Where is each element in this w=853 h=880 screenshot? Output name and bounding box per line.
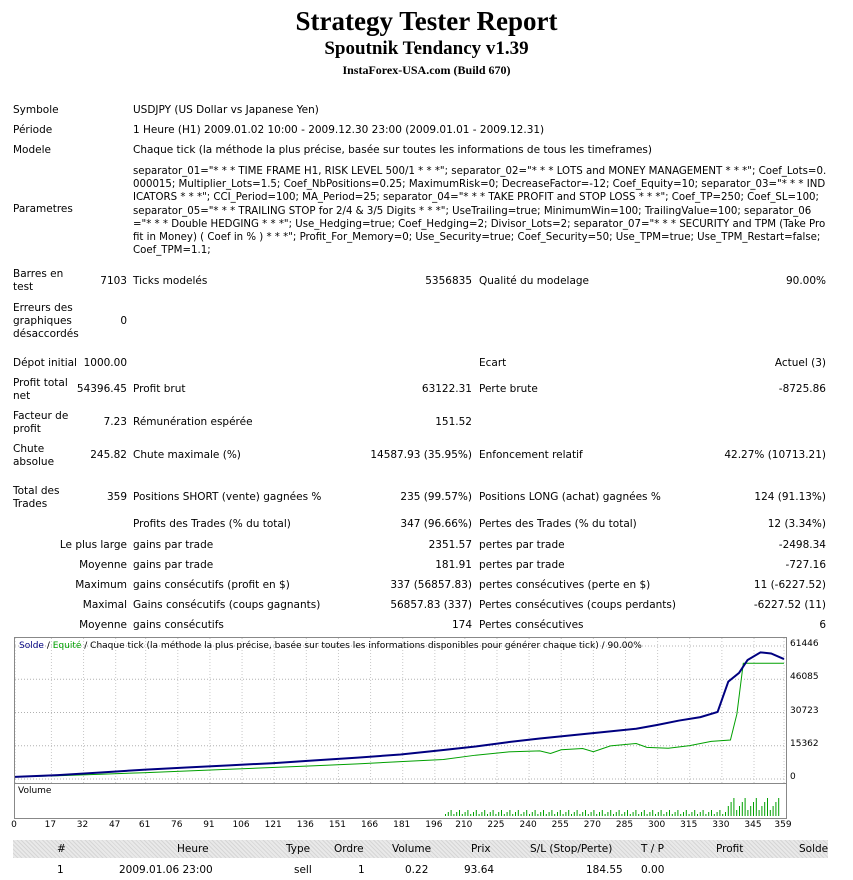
volume-bar <box>591 812 592 816</box>
volume-bar <box>759 810 760 816</box>
col-balance: Solde <box>799 843 829 855</box>
x-tick-label: 330 <box>712 820 730 830</box>
rel-drawdown-label: Enfoncement relatif <box>479 449 583 461</box>
volume-bar <box>481 812 482 816</box>
period-value: 1 Heure (H1) 2009.01.02 10:00 - 2009.12.30 23:00 (2009.01.01 - 2009.12.31) <box>133 124 545 136</box>
volume-bar <box>599 812 600 816</box>
maximal-losses-label: Pertes consécutives (coups perdants) <box>479 599 676 611</box>
max-consec-wins-value: 337 (56857.83) <box>390 579 472 591</box>
volume-bar <box>655 814 656 816</box>
volume-bar <box>487 814 488 816</box>
col-type: Type <box>286 843 311 855</box>
volume-bar <box>467 810 468 816</box>
row1-type: sell <box>294 864 312 876</box>
avg-consec-losses-value: 6 <box>819 619 826 631</box>
volume-bar <box>607 812 608 816</box>
profit-trades-value: 347 (96.66%) <box>400 518 472 530</box>
volume-bar <box>627 810 628 816</box>
x-tick-label: 151 <box>328 820 347 830</box>
quality-value: 90.00% <box>785 275 826 287</box>
volume-bar <box>630 814 631 816</box>
x-tick-label: 32 <box>76 820 89 830</box>
volume-bar <box>535 810 536 816</box>
abs-drawdown-label: Chute absolue <box>13 443 55 468</box>
symbol-label: Symbole <box>13 104 59 116</box>
y-tick-label: 0 <box>790 772 796 782</box>
volume-bar <box>677 810 678 816</box>
x-tick-label: 210 <box>455 820 473 830</box>
volume-bar <box>742 802 743 816</box>
avg-consec-wins-label: gains consécutifs <box>133 619 224 631</box>
errors-value: 0 <box>120 315 127 327</box>
abs-drawdown-value: 245.82 <box>90 449 127 461</box>
volume-bar <box>745 798 746 816</box>
short-label: Positions SHORT (vente) gagnées % <box>133 491 322 503</box>
x-tick-label: 17 <box>44 820 57 830</box>
volume-bar <box>571 814 572 816</box>
profit-trades-label: Profits des Trades (% du total) <box>133 518 291 530</box>
volume-bar <box>683 812 684 816</box>
volume-bar <box>473 812 474 816</box>
bars-label: Barres en test <box>13 268 64 293</box>
volume-bar <box>616 812 617 816</box>
gross-profit-value: 63122.31 <box>421 383 472 395</box>
volume-bar <box>560 810 561 816</box>
net-profit-label: Profit total net <box>13 377 68 402</box>
volume-bar <box>753 802 754 816</box>
volume-bar <box>764 802 765 816</box>
volume-bar <box>736 810 737 816</box>
max-consec-losses-label: pertes consécutives (perte en $) <box>479 579 651 591</box>
volume-bar <box>773 806 774 816</box>
max-consec-losses-value: 11 (-6227.52) <box>753 579 826 591</box>
server-build: InstaForex-USA.com (Build 670) <box>342 63 511 77</box>
x-tick-label: 240 <box>519 820 537 830</box>
maximal-wins-value: 56857.83 (337) <box>390 599 472 611</box>
volume-bar <box>549 812 550 816</box>
expert-name: Spoutnik Tendancy v1.39 <box>324 38 529 59</box>
profit-factor-value: 7.23 <box>103 416 127 428</box>
max-consec-wins-label: gains consécutifs (profit en $) <box>133 579 290 591</box>
volume-bar <box>493 810 494 816</box>
long-value: 124 (91.13%) <box>754 491 826 503</box>
short-value: 235 (99.57%) <box>400 491 472 503</box>
volume-bar <box>633 812 634 816</box>
volume-bar <box>451 810 452 816</box>
average-label: Moyenne <box>79 559 127 571</box>
legend-description: / Chaque tick (la méthode la plus précise, basée sur toutes les informations disponibles pour générer chaque tick) / 90.00% <box>81 641 642 651</box>
volume-bar <box>523 812 524 816</box>
loss-trades-label: Pertes des Trades (% du total) <box>479 518 637 530</box>
largest-label: Le plus large <box>59 539 127 551</box>
rel-drawdown-value: 42.27% (10713.21) <box>724 449 826 461</box>
volume-bar <box>470 814 471 816</box>
x-tick-label: 181 <box>393 820 411 830</box>
col-volume: Volume <box>392 843 432 855</box>
volume-bar <box>495 814 496 816</box>
volume-bar <box>663 814 664 816</box>
balance-chart-svg <box>15 638 786 783</box>
average-loss-label: pertes par trade <box>479 559 565 571</box>
volume-bar <box>761 806 762 816</box>
row1-volume: 0.22 <box>405 864 429 876</box>
volume-bar <box>456 812 457 816</box>
volume-bar <box>644 810 645 816</box>
volume-bar <box>445 814 446 816</box>
volume-bar <box>694 810 695 816</box>
volume-bar <box>703 810 704 816</box>
volume-bar <box>526 810 527 816</box>
symbol-value: USDJPY (US Dollar vs Japanese Yen) <box>133 104 319 116</box>
volume-bar <box>448 812 449 816</box>
volume-bar <box>585 810 586 816</box>
volume-bar <box>641 812 642 816</box>
volume-bar <box>465 812 466 816</box>
volume-bar <box>613 814 614 816</box>
series-line-equit <box>15 663 784 777</box>
col-profit: Profit <box>716 843 744 855</box>
x-tick-label: 300 <box>648 820 666 830</box>
largest-gain-value: 2351.57 <box>428 539 472 551</box>
x-tick-label: 76 <box>171 820 183 830</box>
volume-bar <box>658 812 659 816</box>
volume-bar <box>568 810 569 816</box>
volume-bar <box>605 814 606 816</box>
volume-label: Volume <box>18 786 52 796</box>
gross-profit-label: Profit brut <box>133 383 186 395</box>
average-gain-value: 181.91 <box>435 559 472 571</box>
gross-loss-value: -8725.86 <box>778 383 826 395</box>
series-line-solde <box>15 652 784 776</box>
avg-consec-losses-label: Pertes consécutives <box>479 619 584 631</box>
max-drawdown-label: Chute maximale (%) <box>133 449 241 461</box>
volume-bar <box>635 810 636 816</box>
gross-loss-label: Perte brute <box>479 383 538 395</box>
row1-price: 93.64 <box>464 864 495 876</box>
volume-bar <box>750 806 751 816</box>
y-tick-label: 46085 <box>790 672 819 683</box>
deposit-value: 1000.00 <box>83 357 127 369</box>
volume-bar <box>705 814 706 816</box>
x-tick-label: 106 <box>232 820 250 830</box>
x-tick-label: 0 <box>11 820 17 830</box>
volume-bar <box>619 810 620 816</box>
volume-bar <box>593 810 594 816</box>
volume-bar <box>484 810 485 816</box>
period-label: Période <box>13 124 53 136</box>
volume-svg <box>15 784 786 818</box>
volume-bar <box>767 798 768 816</box>
largest-loss-value: -2498.34 <box>778 539 826 551</box>
legend-separator: / <box>43 641 53 651</box>
volume-bar <box>722 814 723 816</box>
volume-panel <box>14 783 787 819</box>
max-drawdown-value: 14587.93 (35.95%) <box>370 449 472 461</box>
volume-bar <box>507 812 508 816</box>
total-trades-value: 359 <box>106 491 127 503</box>
x-tick-label: 255 <box>551 820 569 830</box>
largest-loss-label: pertes par trade <box>479 539 565 551</box>
volume-bar <box>708 812 709 816</box>
legend-equite: Equité <box>52 641 82 651</box>
x-tick-label: 47 <box>108 820 121 830</box>
volume-bar <box>521 814 522 816</box>
y-tick-label: 30723 <box>790 705 819 716</box>
loss-trades-value: 12 (3.34%) <box>767 518 826 530</box>
volume-bar <box>661 810 662 816</box>
volume-bar <box>621 814 622 816</box>
volume-bar <box>532 812 533 816</box>
volume-bar <box>574 812 575 816</box>
long-label: Positions LONG (achat) gagnées % <box>479 491 661 503</box>
average-gain-label: gains par trade <box>133 559 214 571</box>
volume-bar <box>666 812 667 816</box>
col-price: Prix <box>471 843 491 855</box>
x-tick-label: 315 <box>680 820 698 830</box>
col-order: Ordre <box>334 843 364 855</box>
volume-bar <box>498 812 499 816</box>
volume-bar <box>515 812 516 816</box>
volume-bar <box>453 814 454 816</box>
volume-bar <box>577 810 578 816</box>
total-trades-label: Total des Trades <box>13 485 60 510</box>
volume-bar <box>733 798 734 816</box>
volume-bar <box>652 810 653 816</box>
volume-bar <box>719 810 720 816</box>
col-number: # <box>57 843 66 855</box>
errors-label: Erreurs des graphiques désaccordés <box>13 302 79 340</box>
volume-bar <box>675 812 676 816</box>
x-tick-label: 136 <box>296 820 314 830</box>
y-tick-label: 15362 <box>790 738 819 749</box>
col-sl: S/L (Stop/Perte) <box>530 843 613 855</box>
avg-consec-wins-value: 174 <box>451 619 472 631</box>
expected-payoff-label: Rémunération espérée <box>133 416 253 428</box>
model-label: Modele <box>13 144 51 156</box>
volume-bar <box>756 798 757 816</box>
volume-bar <box>731 802 732 816</box>
volume-bar <box>462 814 463 816</box>
volume-bar <box>669 810 670 816</box>
volume-bar <box>775 802 776 816</box>
volume-bar <box>509 810 510 816</box>
volume-bar <box>717 812 718 816</box>
volume-bar <box>739 806 740 816</box>
y-tick-label: 61446 <box>790 639 819 649</box>
x-tick-label: 225 <box>487 820 505 830</box>
volume-bar <box>596 814 597 816</box>
params-value: separator_01="* * * TIME FRAME H1, RISK LEVEL 500/1 * * *"; separator_02="* * * LOTS and MONEY MANAGEMENT * * *"; Coef_Lots=0.000015; Multiplier_Lots=1.5; Coef_NbPositions=0.25; MaximumRisk=0; DecreaseFactor=-12; Coef_Equity=10; separator_03="* * * INDICATORS * * *"; CCI_Period=100; MA_Period=25; separator_04="* * * TAKE PROFIT and STOP LOSS * * *"; Coef_TP=250; Coef_SL=100; separator_05="* * * TRAILING STOP for 2/4 & 3/5 Digits * * *"; UseTrailing=true; MinimumWin=100; TrailingValue=100; separator_06="* * * Double HEDGING * * *"; Use_Hedging=true; Coef_Hedging=2; Divisor_Lots=2; separator_07="* * * SECURITY and TPM (Take Profit in Money) ( Coef in % ) * * *"; Profit_For_Memory=0; Use_Security=true; Coef_Security=50; Use_TPM=true; Use_TPM_Restart=false; Coef_TPM=1.1; <box>133 166 827 257</box>
volume-bar <box>529 814 530 816</box>
legend-solde: Solde <box>19 641 44 651</box>
average-loss-value: -727.16 <box>785 559 826 571</box>
row1-time: 2009.01.06 23:00 <box>119 864 213 876</box>
volume-bar <box>711 810 712 816</box>
volume-bar <box>691 812 692 816</box>
volume-bar <box>689 814 690 816</box>
chart-legend <box>19 641 642 651</box>
volume-bar <box>725 812 726 816</box>
volume-bar <box>554 814 555 816</box>
x-tick-label: 61 <box>138 820 151 830</box>
volume-bar <box>504 814 505 816</box>
volume-bar <box>551 810 552 816</box>
maximal-losses-value: -6227.52 (11) <box>753 599 826 611</box>
volume-bar <box>638 814 639 816</box>
x-tick-label: 270 <box>583 820 601 830</box>
volume-bar <box>563 814 564 816</box>
volume-bar <box>647 814 648 816</box>
profit-factor-label: Facteur de profit <box>13 410 69 435</box>
quality-label: Qualité du modelage <box>479 275 590 287</box>
volume-bar <box>490 812 491 816</box>
volume-bar <box>686 810 687 816</box>
volume-bar <box>579 814 580 816</box>
volume-bar <box>602 810 603 816</box>
volume-bar <box>518 810 519 816</box>
spread-label: Ecart <box>479 357 507 369</box>
volume-bar <box>610 810 611 816</box>
x-tick-label: 121 <box>264 820 282 830</box>
volume-bar <box>512 814 513 816</box>
volume-bar <box>476 810 477 816</box>
volume-bar <box>778 798 779 816</box>
volume-bar <box>479 814 480 816</box>
average2-label: Moyenne <box>79 619 127 631</box>
maximal-label: Maximal <box>82 599 127 611</box>
x-tick-label: 91 <box>203 820 215 830</box>
col-time: Heure <box>177 843 209 855</box>
volume-bar <box>501 810 502 816</box>
report-title: Strategy Tester Report <box>295 6 558 36</box>
ticks-value: 5356835 <box>425 275 472 287</box>
volume-bar <box>565 812 566 816</box>
volume-bar <box>546 814 547 816</box>
params-label: Parametres <box>13 203 73 215</box>
ticks-label: Ticks modelés <box>133 275 208 287</box>
volume-bar <box>557 812 558 816</box>
spread-value: Actuel (3) <box>774 357 826 369</box>
x-tick-label: 285 <box>615 820 634 830</box>
volume-bar <box>543 810 544 816</box>
x-tick-label: 166 <box>360 820 379 830</box>
row1-order: 1 <box>358 864 365 876</box>
largest-gain-label: gains par trade <box>133 539 214 551</box>
net-profit-value: 54396.45 <box>76 383 127 395</box>
bars-value: 7103 <box>100 275 127 287</box>
balance-chart <box>14 637 787 784</box>
row1-sl: 184.55 <box>586 864 623 876</box>
volume-bar <box>582 812 583 816</box>
volume-bar <box>700 812 701 816</box>
x-tick-label: 196 <box>425 820 443 830</box>
volume-bar <box>540 812 541 816</box>
volume-bar <box>728 806 729 816</box>
volume-bar <box>680 814 681 816</box>
x-tick-label: 345 <box>744 820 762 830</box>
volume-bar <box>697 814 698 816</box>
maximum-label: Maximum <box>75 579 127 591</box>
volume-bar <box>537 814 538 816</box>
expected-payoff-value: 151.52 <box>435 416 472 428</box>
col-tp: T / P <box>641 843 664 855</box>
row1-number: 1 <box>57 864 64 876</box>
deposit-label: Dépot initial <box>13 357 77 369</box>
volume-bar <box>714 814 715 816</box>
volume-bar <box>649 812 650 816</box>
volume-bar <box>588 814 589 816</box>
model-value: Chaque tick (la méthode la plus précise, basée sur toutes les informations de tous les timeframes) <box>133 144 652 156</box>
volume-bar <box>459 810 460 816</box>
volume-bar <box>672 814 673 816</box>
row1-tp: 0.00 <box>641 864 665 876</box>
volume-bar <box>747 810 748 816</box>
x-tick-label: 359 <box>774 820 792 830</box>
maximal-wins-label: Gains consécutifs (coups gagnants) <box>133 599 321 611</box>
volume-bar <box>624 812 625 816</box>
volume-bar <box>770 810 771 816</box>
